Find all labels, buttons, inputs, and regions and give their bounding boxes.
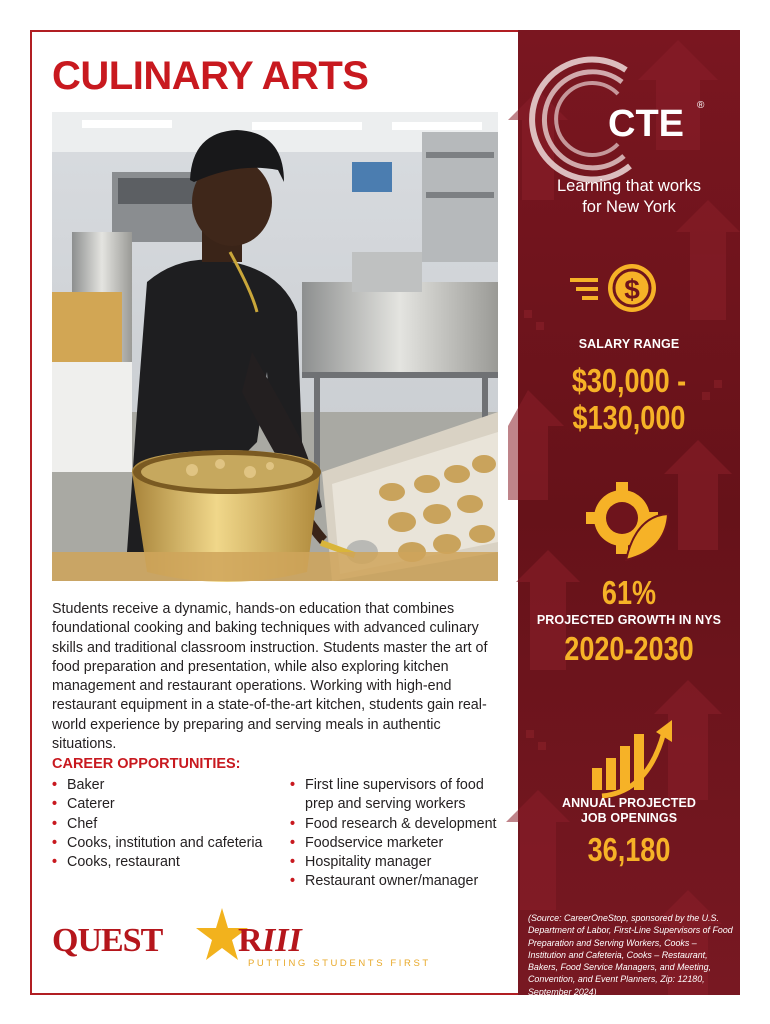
growth-label: PROJECTED GROWTH IN NYS: [536, 613, 722, 627]
openings-label-line: ANNUAL PROJECTED: [561, 796, 697, 810]
salary-label: SALARY RANGE: [578, 337, 680, 351]
openings-value: 36,180: [587, 831, 671, 868]
chef-photo: [52, 112, 498, 581]
salary-low: $30,000 -: [571, 362, 687, 399]
list-item: • Caterer: [52, 795, 282, 814]
list-item: • Restaurant owner/manager: [290, 872, 515, 891]
questar-logo: [52, 906, 431, 976]
source-note: (Source: CareerOneStop, sponsored by the U.S. Department of Labor, First-Line Supervisors of Food Preparation and Serving Workers, Cooks – Institution and Cafeteria, Cooks – Restaurant, Bakers, Food Service Managers, and Meeting, Convention, and Event Planners, Zip: 12180, September 2024): [528, 913, 733, 997]
list-item: • Hospitality manager: [290, 853, 515, 872]
list-item: • Chef: [52, 815, 282, 834]
svg-text:III: III: [262, 922, 302, 959]
list-item: • First line supervisors of food prep and serving workers: [290, 776, 515, 815]
cte-tagline-line: Learning that works: [557, 177, 701, 195]
svg-text:®: ®: [697, 100, 705, 111]
openings-label-line: JOB OPENINGS: [580, 811, 678, 825]
svg-text:QUEST: QUEST: [52, 922, 163, 959]
svg-text:$: $: [624, 274, 640, 305]
list-item: • Cooks, restaurant: [52, 853, 282, 872]
svg-text:CTE: CTE: [608, 103, 684, 145]
cte-tagline: [518, 176, 740, 218]
growth-years: 2020-2030: [564, 630, 694, 667]
program-description: Students receive a dynamic, hands-on education that combines foundational cooking and baking techniques with advanced culinary skills and traditional classroom instruction. Students master the art of food preparation and presentation, while also exploring kitchen management and restaurant operations. Working with high-end restaurant equipment in a state-of-the-art kitchen, students gain real-world experience by preparing and serving meals in authentic situations.: [52, 601, 488, 753]
svg-text:PUTTING STUDENTS FIRST: PUTTING STUDENTS FIRST: [248, 958, 431, 969]
cte-tagline-line: for New York: [582, 198, 676, 216]
svg-text:R: R: [238, 922, 262, 959]
salary-high: $130,000: [572, 399, 686, 436]
list-item: • Baker: [52, 776, 282, 795]
page-title: CULINARY ARTS: [52, 54, 369, 98]
list-item: • Food research & development: [290, 815, 515, 834]
growth-percent: 61%: [601, 574, 657, 611]
list-item: • Foodservice marketer: [290, 834, 515, 853]
career-heading: CAREER OPPORTUNITIES:: [52, 756, 241, 772]
career-list-right: [290, 776, 515, 892]
career-list-left: [52, 776, 282, 872]
list-item: • Cooks, institution and cafeteria: [52, 834, 282, 853]
openings-label: [518, 796, 740, 826]
